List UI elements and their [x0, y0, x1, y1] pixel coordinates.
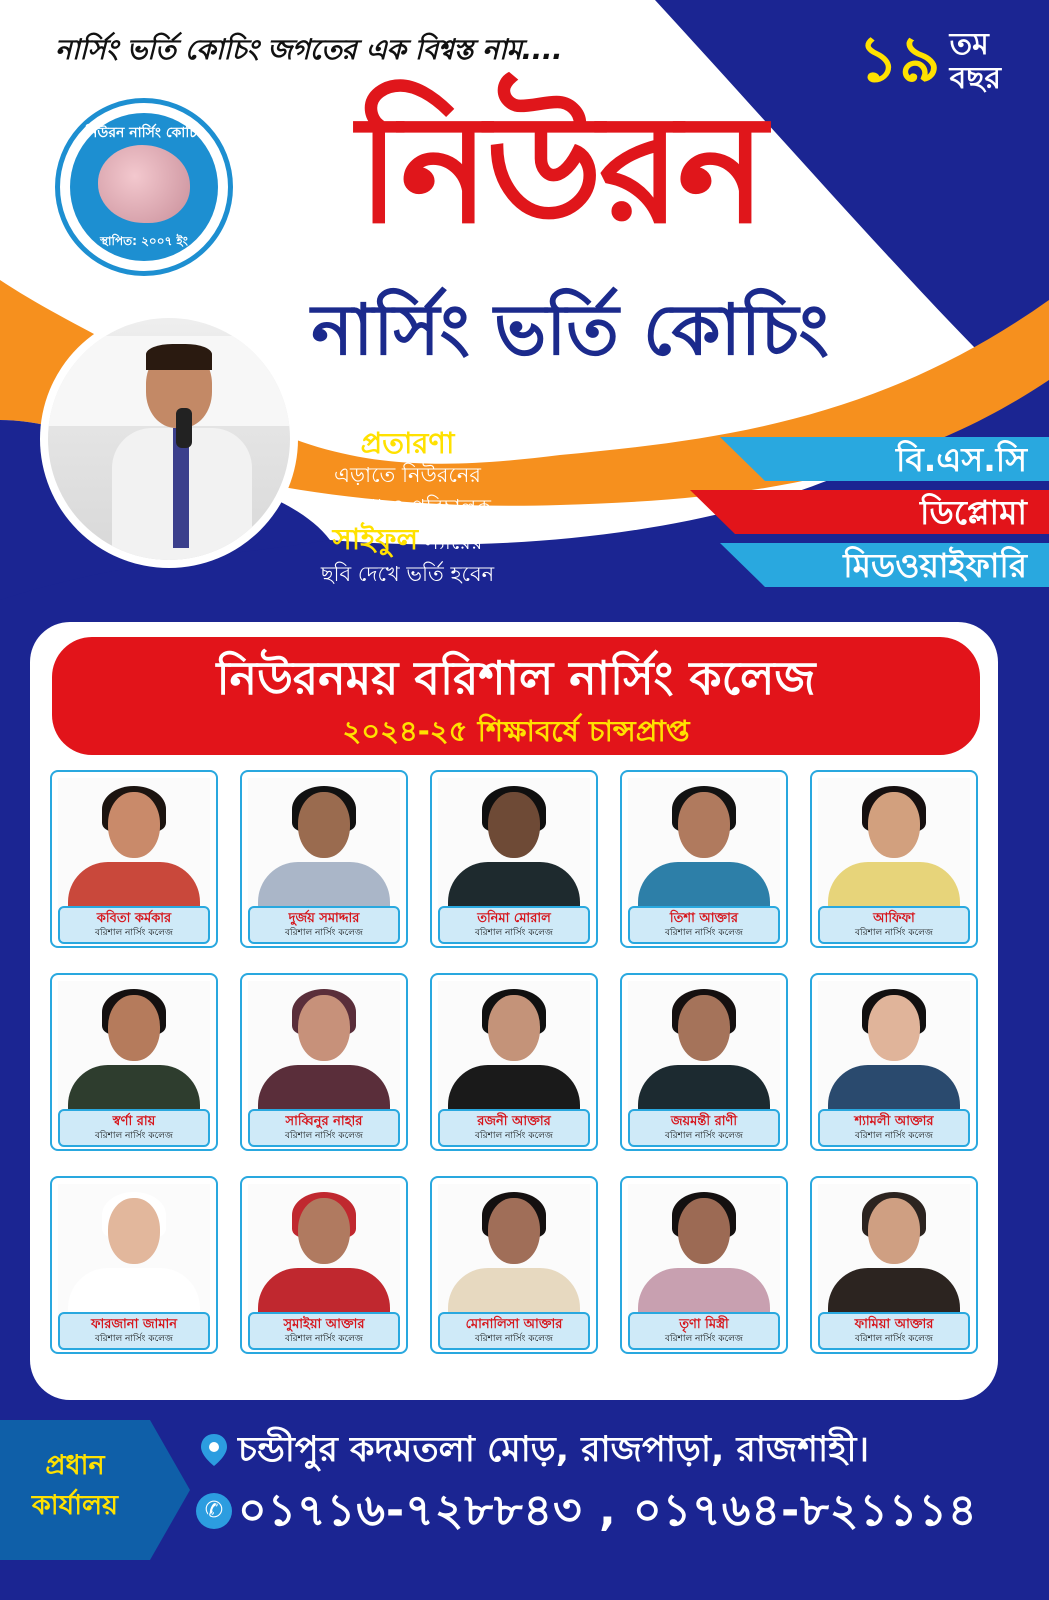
tagline: নার্সিং ভর্তি কোচিং জগতের এক বিশ্বস্ত নাম.... — [55, 33, 563, 66]
student-college: বরিশাল নার্সিং কলেজ — [475, 1334, 553, 1344]
student-card — [240, 770, 408, 948]
student-shoulders — [258, 1065, 390, 1111]
student-caption — [818, 1109, 970, 1147]
student-caption — [628, 1109, 780, 1147]
logo-ring-text: নিউরন নার্সিং কোচিং — [85, 125, 203, 141]
student-face — [108, 995, 160, 1061]
director-hair — [146, 344, 212, 370]
student-shoulders — [638, 1065, 770, 1111]
office-line1: প্রধান — [45, 1450, 105, 1481]
student-caption — [58, 1312, 210, 1350]
student-face — [298, 792, 350, 858]
student-name: স্বর্ণা রায় — [112, 1114, 156, 1129]
student-face — [488, 792, 540, 858]
fraud-notice — [285, 427, 530, 590]
notice-line4: ছবি দেখে ভর্তি হবেন — [320, 562, 495, 586]
student-caption — [248, 1312, 400, 1350]
student-card — [240, 973, 408, 1151]
student-college: বরিশাল নার্সিং কলেজ — [855, 928, 933, 938]
microphone-icon — [176, 408, 192, 448]
director-photo-frame — [48, 318, 290, 560]
student-card — [620, 770, 788, 948]
student-photo — [438, 778, 590, 908]
student-face — [868, 1198, 920, 1264]
student-name: ফামিয়া আক্তার — [854, 1317, 934, 1332]
student-college: বরিশাল নার্সিং কলেজ — [285, 1334, 363, 1344]
course-diploma: ডিপ্লোমা — [920, 493, 1027, 532]
student-caption — [438, 1312, 590, 1350]
student-card — [430, 770, 598, 948]
director-photo — [40, 310, 298, 568]
brand-logo — [55, 98, 233, 276]
student-name: কবিতা কর্মকার — [96, 911, 172, 926]
student-college: বরিশাল নার্সিং কলেজ — [285, 1131, 363, 1141]
student-caption — [818, 906, 970, 944]
student-shoulders — [828, 1268, 960, 1314]
student-photo — [438, 981, 590, 1111]
student-caption — [438, 906, 590, 944]
student-photo — [248, 981, 400, 1111]
student-card — [430, 1176, 598, 1354]
brand-title: নিউরন — [357, 83, 763, 257]
notice-highlight-fraud: প্রতারণা — [360, 426, 455, 460]
student-name: রজনী আক্তার — [477, 1114, 551, 1129]
office-address: চন্ডীপুর কদমতলা মোড়, রাজপাড়া, রাজশাহী। — [238, 1430, 870, 1470]
student-college: বরিশাল নার্সিং কলেজ — [665, 928, 743, 938]
student-photo — [58, 778, 210, 908]
student-caption — [58, 1109, 210, 1147]
notice-line3-text: স্যারের — [424, 530, 483, 554]
years-suffix — [950, 28, 1001, 96]
student-card — [50, 1176, 218, 1354]
course-bsc: বি.এস.সি — [895, 440, 1027, 479]
student-card — [50, 973, 218, 1151]
results-header — [52, 637, 980, 755]
student-photo — [628, 1184, 780, 1314]
student-face — [108, 1198, 160, 1264]
student-college: বরিশাল নার্সিং কলেজ — [95, 1131, 173, 1141]
student-card — [810, 1176, 978, 1354]
student-face — [108, 792, 160, 858]
student-name: তিশা আক্তার — [669, 911, 739, 926]
student-name: সাব্বিনুর নাহার — [285, 1114, 363, 1129]
student-photo — [628, 778, 780, 908]
student-shoulders — [448, 1065, 580, 1111]
student-college: বরিশাল নার্সিং কলেজ — [95, 928, 173, 938]
student-shoulders — [68, 1065, 200, 1111]
student-shoulders — [448, 862, 580, 908]
student-face — [868, 995, 920, 1061]
phone-icon: ✆ — [196, 1493, 232, 1529]
student-photo — [248, 778, 400, 908]
student-face — [868, 792, 920, 858]
student-name: ফারজানা জামান — [90, 1317, 178, 1332]
phone-numbers[interactable]: ০১৭১৬-৭২৮৮৪৩ , ০১৭৬৪-৮২১১১৪ — [238, 1485, 978, 1536]
notice-line3 — [285, 523, 530, 558]
student-caption — [438, 1109, 590, 1147]
years-suffix-line2: বছর — [949, 61, 1001, 96]
student-college: বরিশাল নার্সিং কলেজ — [475, 928, 553, 938]
student-face — [298, 1198, 350, 1264]
student-card — [620, 973, 788, 1151]
student-photo — [58, 981, 210, 1111]
notice-line1: এড়াতে নিউরনের — [334, 463, 481, 487]
student-name: তৃণা মিস্ত্রী — [679, 1317, 729, 1332]
student-photo — [58, 1184, 210, 1314]
student-photo — [818, 981, 970, 1111]
student-name: সুমাইয়া আক্তার — [283, 1317, 365, 1332]
student-face — [678, 792, 730, 858]
student-college: বরিশাল নার্সিং কলেজ — [665, 1334, 743, 1344]
student-card — [810, 770, 978, 948]
student-photo — [438, 1184, 590, 1314]
student-college: বরিশাল নার্সিং কলেজ — [855, 1334, 933, 1344]
student-face — [678, 1198, 730, 1264]
notice-line2: লোগো ও পরিচালক — [324, 495, 491, 519]
student-shoulders — [258, 1268, 390, 1314]
student-card — [240, 1176, 408, 1354]
student-shoulders — [68, 1268, 200, 1314]
results-title: নিউরনময় বরিশাল নার্সিং কলেজ — [216, 651, 816, 705]
student-shoulders — [638, 1268, 770, 1314]
results-subtitle: ২০২৪-২৫ শিক্ষাবর্ষে চান্সপ্রাপ্ত — [342, 714, 690, 748]
brand-subtitle: নার্সিং ভর্তি কোচিং — [311, 289, 829, 371]
student-photo — [818, 1184, 970, 1314]
notice-highlight-name: সাইফুল — [332, 522, 419, 556]
student-college: বরিশাল নার্সিং কলেজ — [95, 1334, 173, 1344]
student-card — [810, 973, 978, 1151]
student-name: দুর্জয় সমাদ্দার — [288, 911, 360, 926]
student-name: জয়মন্তী রাণী — [670, 1114, 738, 1129]
student-photo — [818, 778, 970, 908]
student-photo — [628, 981, 780, 1111]
student-photo — [248, 1184, 400, 1314]
student-face — [488, 1198, 540, 1264]
student-shoulders — [638, 862, 770, 908]
student-college: বরিশাল নার্সিং কলেজ — [855, 1131, 933, 1141]
years-number: ১৯ — [857, 23, 941, 97]
student-shoulders — [448, 1268, 580, 1314]
head-office-badge — [0, 1420, 190, 1560]
student-name: আফিফা — [873, 911, 915, 926]
student-college: বরিশাল নার্সিং কলেজ — [285, 928, 363, 938]
student-caption — [628, 906, 780, 944]
course-midwifery: মিডওয়াইফারি — [843, 546, 1027, 585]
student-shoulders — [828, 1065, 960, 1111]
student-caption — [58, 906, 210, 944]
student-shoulders — [828, 862, 960, 908]
student-shoulders — [68, 862, 200, 908]
office-line2: কার্যালয় — [31, 1490, 119, 1521]
student-face — [678, 995, 730, 1061]
student-college: বরিশাল নার্সিং কলেজ — [475, 1131, 553, 1141]
student-caption — [248, 906, 400, 944]
student-caption — [248, 1109, 400, 1147]
student-caption — [818, 1312, 970, 1350]
student-card — [430, 973, 598, 1151]
student-name: তনিমা মোরাল — [477, 911, 551, 926]
brain-icon — [98, 145, 190, 223]
student-college: বরিশাল নার্সিং কলেজ — [665, 1131, 743, 1141]
student-face — [298, 995, 350, 1061]
student-name: শ্যামলী আক্তার — [854, 1114, 934, 1129]
years-suffix-line1: তম — [949, 27, 989, 62]
student-shoulders — [258, 862, 390, 908]
student-card — [620, 1176, 788, 1354]
student-caption — [628, 1312, 780, 1350]
years-badge — [857, 23, 1001, 97]
student-card — [50, 770, 218, 948]
location-pin-icon — [196, 1432, 232, 1468]
logo-established: স্থাপিত: ২০০৭ ইং — [100, 234, 188, 248]
student-face — [488, 995, 540, 1061]
student-name: মোনালিসা আক্তার — [465, 1317, 563, 1332]
